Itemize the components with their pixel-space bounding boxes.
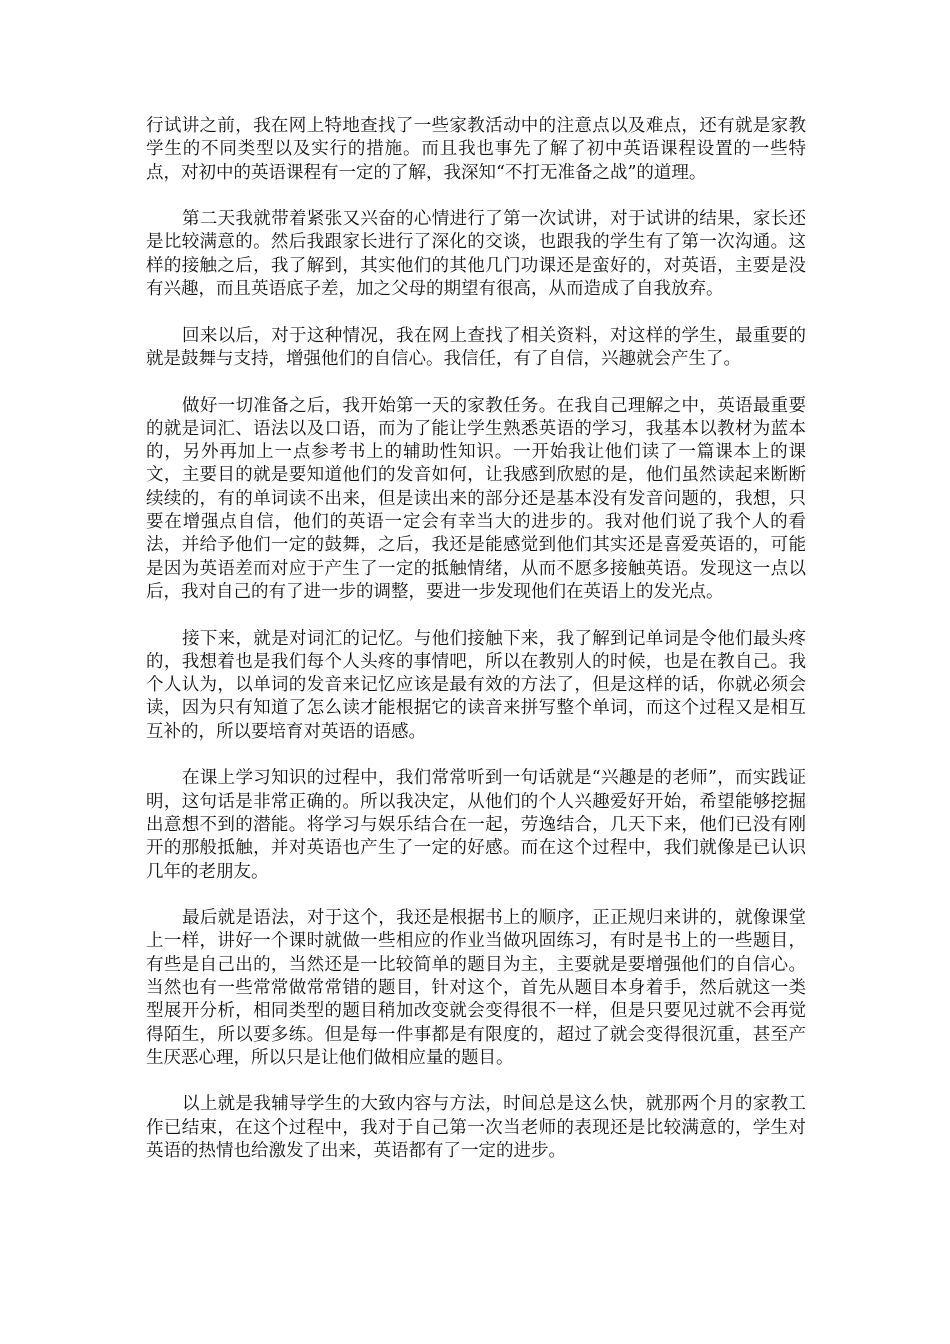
paragraph-3: 回来以后，对于这种情况，我在网上查找了相关资料，对这样的学生，最重要的就是鼓舞与支持，增强他们的自信心。我信任，有了自信，兴趣就会产生了。	[146, 325, 806, 369]
paragraph-8: 以上就是我辅导学生的大致内容与方法，时间总是这么快，就那两个月的家教工作已结束，在这个过程中，我对于自己第一次当老师的表现还是比较满意的，学生对英语的热情也给激发了出来，英语都有了一定的进步。	[146, 1094, 806, 1162]
paragraph-5: 接下来，就是对词汇的记忆。与他们接触下来，我了解到记单词是令他们最头疼的，我想着也是我们每个人头疼的事情吧，所以在教别人的时候，也是在教自己。我个人认为，以单词的发音来记忆应该是最有效的方法了，但是这样的话，你就必须会读，因为只有知道了怎么读才能根据它的读音来拼写整个单词，而这个过程又是相互互补的，所以要培育对英语的语感。	[146, 628, 806, 742]
paragraph-2: 第二天我就带着紧张又兴奋的心情进行了第一次试讲，对于试讲的结果，家长还是比较满意的。然后我跟家长进行了深化的交谈，也跟我的学生有了第一次沟通。这样的接触之后，我了解到，其实他们的其他几门功课还是蛮好的，对英语，主要是没有兴趣，而且英语底子差，加之父母的期望有很高，从而造成了自我放弃。	[146, 209, 806, 300]
paragraph-4: 做好一切准备之后，我开始第一天的家教任务。在我自己理解之中，英语最重要的就是词汇、语法以及口语，而为了能让学生熟悉英语的学习，我基本以教材为蓝本的，另外再加上一点参考书上的辅助性知识。一开始我让他们读了一篇课本上的课文，主要目的就是要知道他们的发音如何，让我感到欣慰的是，他们虽然读起来断断续续的，有的单词读不出来，但是读出来的部分还是基本没有发音问题的，我想，只要在增强点自信，他们的英语一定会有幸当大的进步的。我对他们说了我个人的看法，并给予他们一定的鼓舞，之后，我还是能感觉到他们其实还是喜爱英语的，可能是因为英语差而对应于产生了一定的抵触情绪，从而不愿多接触英语。发现这一点以后，我对自己的有了进一步的调整，要进一步发现他们在英语上的发光点。	[146, 395, 806, 602]
paragraph-6: 在课上学习知识的过程中，我们常常听到一句话就是“兴趣是的老师”，而实践证明，这句话是非常正确的。所以我决定，从他们的个人兴趣爱好开始，希望能够挖掘出意想不到的潜能。将学习与娱乐结合在一起，劳逸结合，几天下来，他们已没有刚开的那般抵触，并对英语也产生了一定的好感。而在这个过程中，我们就像是已认识几年的老朋友。	[146, 768, 806, 882]
paragraph-1: 行试讲之前，我在网上特地查找了一些家教活动中的注意点以及难点，还有就是家教学生的不同类型以及实行的措施。而且我也事先了解了初中英语课程设置的一些特点，对初中的英语课程有一定的了解，我深知“不打无准备之战”的道理。	[146, 116, 806, 183]
document-body	[146, 115, 806, 1187]
paragraph-7: 最后就是语法，对于这个，我还是根据书上的顺序，正正规归来讲的，就像课堂上一样，讲好一个课时就做一些相应的作业当做巩固练习，有时是书上的一些题目，有些是自己出的，当然还是一比较简单的题目为主，主要就是要增强他们的自信心。当然也有一些常常做常常错的题目，针对这个，首先从题目本身着手，然后就这一类型展开分析，相同类型的题目稍加改变就会变得很不一样，但是只要见过就不会再觉得陌生，所以要多练。但是每一件事都是有限度的，超过了就会变得很沉重，甚至产生厌恶心理，所以只是让他们做相应量的题目。	[146, 908, 806, 1068]
